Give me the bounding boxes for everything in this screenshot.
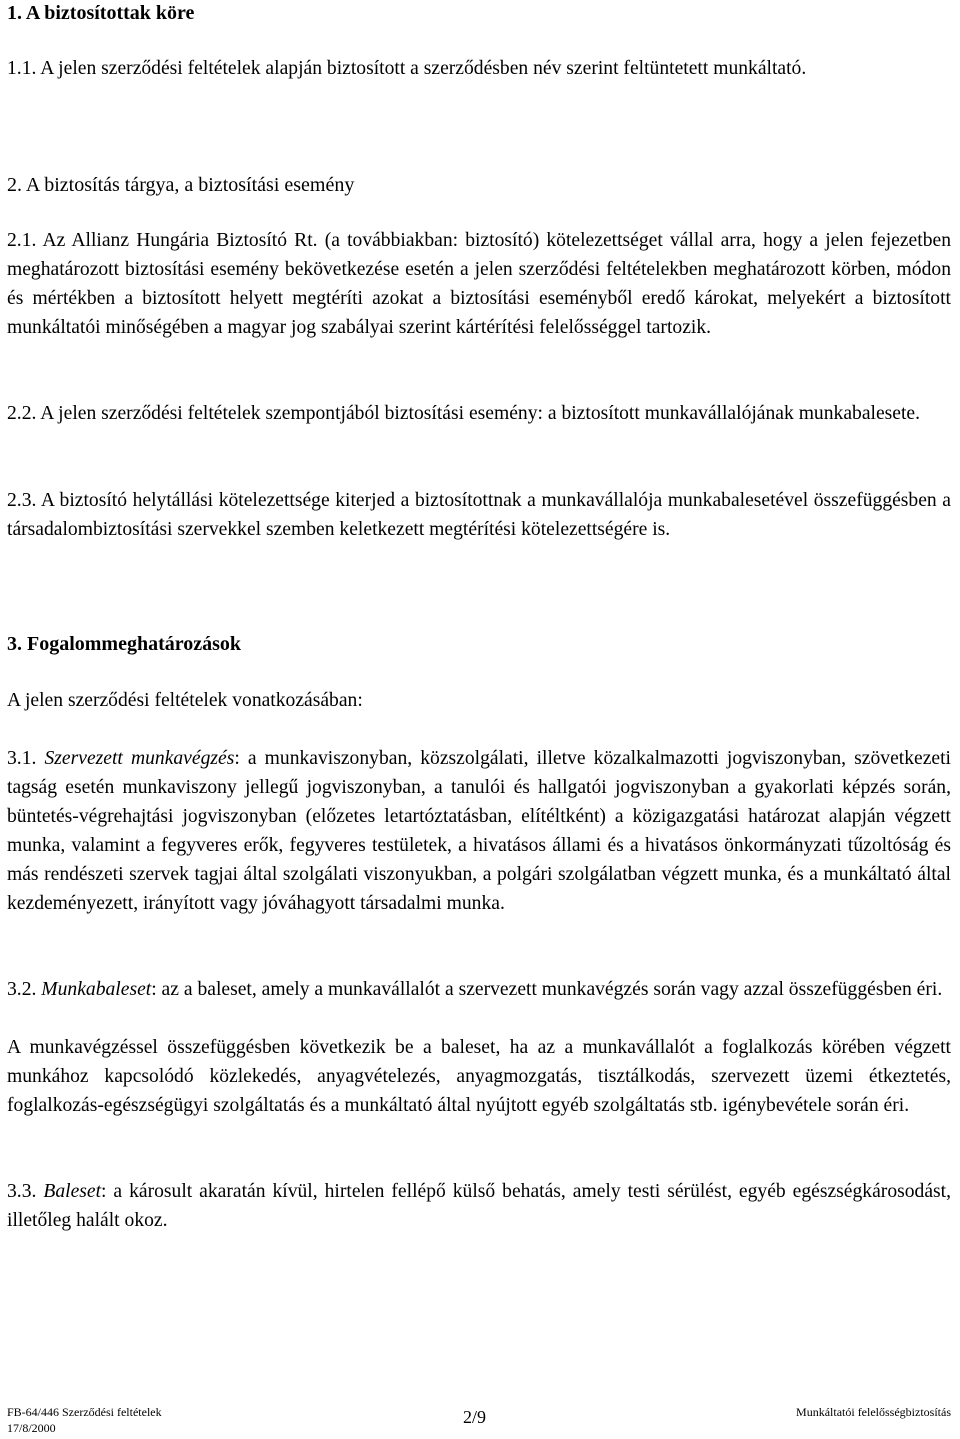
paragraph-3-2-extra: A munkavégzéssel összefüggésben következik be a baleset, ha az a munkavállalót a foglalkozás körében végzett munkához kapcsolódó közlekedés, anyagvételezés, anyagmozgatás, tisztálkodás, szervezett üzemi étkeztetés, foglalkozás-egészségügyi szolgáltatás és a munkáltató által nyújtott egyéb szolgáltatás stb. igénybevétele során éri. [7,1037,951,1116]
paragraph-2-3: 2.3. A biztosító helytállási kötelezettsége kiterjed a biztosítottnak a munkavállalója munkabalesetével összefüggésben a társadalombiztosítási szervekkel szemben keletkezett megtérítési kötelezettségére is. [7,490,951,540]
footer-product-name: Munkáltatói felelősségbiztosítás [796,1405,951,1419]
term-szervezett-munkavegzes: Szervezett munkavégzés [44,748,235,769]
section-3-intro: A jelen szerződési feltételek vonatkozásában: [7,690,363,711]
section-3-heading: 3. Fogalommeghatározások [7,633,242,655]
paragraph-1-1 [7,54,951,83]
footer-left [7,1404,162,1436]
paragraph-3-3-number: 3.3. [7,1181,37,1202]
paragraph-3-2-text: : az a baleset, amely a munkavállalót a szervezett munkavégzés során vagy azzal összefüggésben éri. [151,979,943,1000]
paragraph-3-1-number: 3.1. [7,748,37,769]
paragraph-3-3 [7,1177,951,1235]
paragraph-3-1 [7,744,951,918]
paragraph-3-2-number: 3.2. [7,979,37,1000]
footer-date: 17/8/2000 [7,1421,56,1435]
paragraph-3-3-text: : a károsult akaratán kívül, hirtelen fellépő külső behatás, amely testi sérülést, egyéb egészségkárosodást, illetőleg halált okoz. [7,1181,952,1231]
paragraph-1-1-text: 1.1. A jelen szerződési feltételek alapján biztosított a szerződésben név szerint feltüntetett munkáltató. [7,58,807,79]
paragraph-3-2 [7,975,951,1004]
term-baleset: Baleset [43,1181,102,1202]
paragraph-3-1-text: : a munkaviszonyban, közszolgálati, illetve közalkalmazotti jogviszonyban, szövetkezeti tagság esetén munkaviszony jellegű jogviszonyban, a tanulói és hallgatói jogviszonyban a gyakorlati képzés során, büntetés-végrehajtási jogviszonyban (előzetes letartóztatásban, elítéltként) a közigazgatási határozat alapján végzett munka, valamint a fegyveres erők, fegyveres testületek, a hivatásos állami és a hivatásos önkormányzati tűzoltóság és más rendészeti szervek tagjai által szolgálati viszonyukban, a polgári szolgálatban végzett munka, és a munkáltató által kezdeményezett, irányított vagy jóváhagyott társadalmi munka. [7,748,952,914]
section-2-heading: 2. A biztosítás tárgya, a biztosítási esemény [7,174,355,196]
page-footer [7,1404,951,1439]
paragraph-2-2: 2.2. A jelen szerződési feltételek szempontjából biztosítási esemény: a biztosított munkavállalójának munkabalesete. [7,403,921,424]
page-number: 2/9 [463,1407,487,1427]
term-munkabaleset: Munkabaleset [41,979,152,1000]
section-1-heading: 1. A biztosítottak köre [7,2,195,24]
paragraph-2-1: 2.1. Az Allianz Hungária Biztosító Rt. (a továbbiakban: biztosító) kötelezettséget vállal arra, hogy a jelen fejezetben meghatározott biztosítási esemény bekövetkezése esetén a jelen szerződési feltételekben meghatározott körben, módon és mértékben a biztosított helyett megtéríti azokat a biztosítási eseményből eredő károkat, melyekért a biztosított munkáltatói minőségében a magyar jog szabályai szerint kártérítési felelősséggel tartozik. [7,230,951,338]
footer-doc-code: FB-64/446 Szerződési feltételek [7,1405,162,1419]
